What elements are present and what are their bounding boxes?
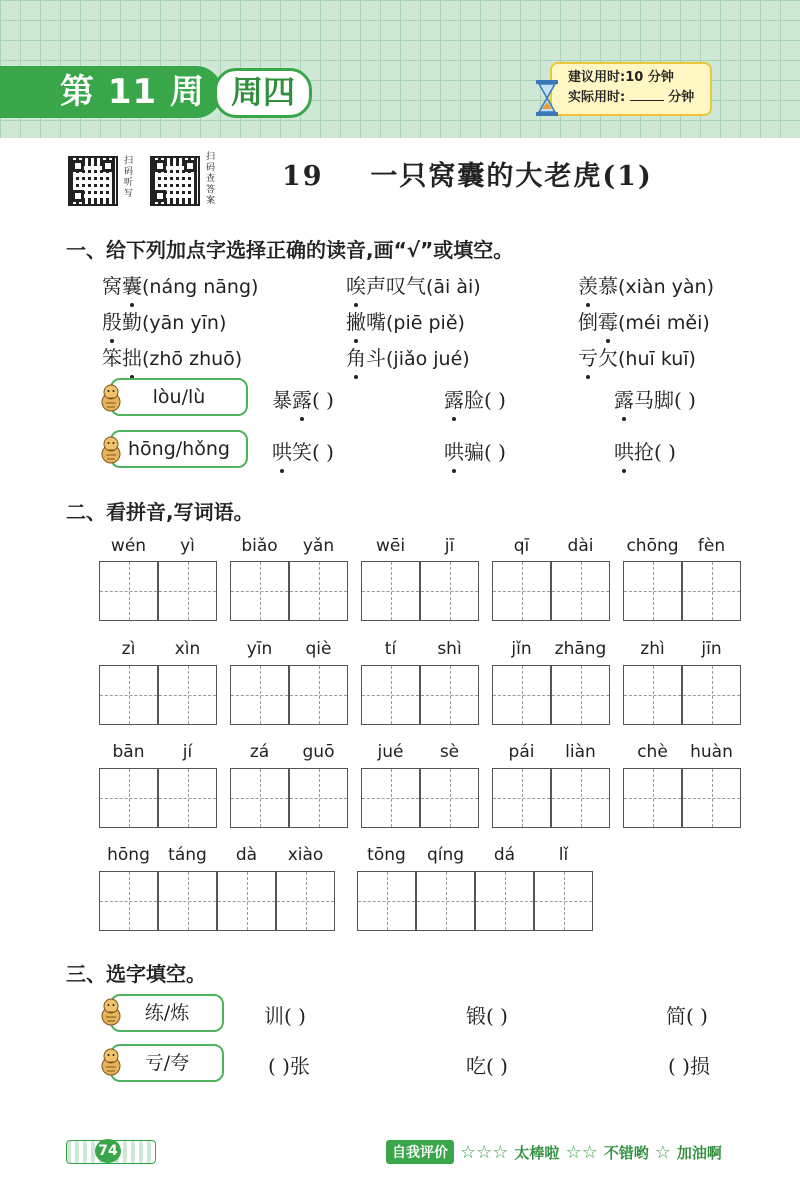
pinyin-options[interactable]: (méi měi) [618,312,710,334]
pinyin-choice-item [346,342,470,371]
writing-grid-cell[interactable] [289,665,348,725]
writing-grid-cell[interactable] [534,871,593,931]
qr-code-answers[interactable] [150,156,200,206]
lesson-number: 19 [282,161,324,192]
fill-word [444,440,506,464]
pinyin-options[interactable]: (náng nāng) [142,276,259,298]
writing-grid-cell[interactable] [217,871,276,931]
pinyin-choice-item [578,306,710,335]
self-eval-label: 自我评价 [386,1140,454,1164]
choice-word [102,346,142,370]
dotted-char: 殷 [102,306,122,335]
word-suffix: 笑( ) [292,440,334,464]
writing-grid-cell[interactable] [682,665,741,725]
pinyin-syllable: wēi [375,536,406,556]
word-suffix: 骗( ) [464,440,506,464]
choice-word [102,310,142,334]
pinyin-syllable: fèn [697,536,726,556]
fill-blank-word[interactable] [272,384,334,413]
word-prefix: 暴 [272,388,292,412]
tiger-mascot-icon [98,996,124,1026]
dotted-char: 角 [346,342,366,371]
time-box [550,62,712,116]
writing-grid-cell[interactable] [682,768,741,828]
pinyin-syllable: zì [121,639,136,659]
pinyin-syllable: pái [508,742,535,762]
pinyin-syllable: tōng [367,845,406,865]
dotted-char: 哄 [614,436,634,465]
word-suffix: 声叹气 [366,274,426,298]
writing-grid-cell[interactable] [99,561,158,621]
writing-grid-cell[interactable] [99,871,158,931]
actual-time-blank[interactable] [630,88,664,101]
fill-character-blank[interactable]: 锻( ) [466,1004,508,1028]
pinyin-syllable: chè [637,742,668,762]
writing-grid-cell[interactable] [276,871,335,931]
star-icon[interactable]: ☆☆ [565,1141,598,1163]
character-choice-tag: 练/炼 [110,994,224,1032]
tiger-mascot-icon [98,382,124,412]
pinyin-syllable: shì [437,639,462,659]
pinyin-syllable: biǎo [241,536,278,556]
page-number-badge [66,1140,156,1164]
choice-word [346,310,386,334]
writing-grid-cell[interactable] [289,561,348,621]
qr-caption-listen: 扫码听写 [124,156,134,199]
writing-grid-cell[interactable] [99,768,158,828]
dotted-char: 哄 [444,436,464,465]
pinyin-choice-item [102,342,242,371]
fill-blank-word[interactable] [444,384,506,413]
dotted-char: 哄 [272,436,292,465]
pinyin-options[interactable]: (zhō zhuō) [142,348,243,370]
section2-heading: 二、看拼音,写词语。 [66,500,254,524]
word-prefix: 倒 [578,310,598,334]
pronunciation-tag: lòu/lù [110,378,248,416]
writing-grid-cell[interactable] [492,768,551,828]
pinyin-choice-item [346,270,481,299]
writing-grid-cell[interactable] [682,561,741,621]
pinyin-syllable: zhāng [554,639,607,659]
pinyin-syllable: qī [513,536,530,556]
pinyin-syllable: jǐn [511,639,532,659]
tiger-mascot-icon [98,1046,124,1076]
pinyin-syllable: liàn [565,742,596,762]
pinyin-syllable: dà [235,845,258,865]
pinyin-syllable: jī [444,536,455,556]
pinyin-choice-item [102,306,226,335]
pinyin-syllable: lǐ [558,845,569,865]
choice-word [578,274,618,298]
pinyin-syllable: zá [249,742,270,762]
writing-grid-cell[interactable] [623,561,682,621]
dotted-char: 羡 [578,270,598,299]
choice-word [102,274,142,298]
writing-grid-cell[interactable] [361,561,420,621]
dotted-char: 露 [614,384,634,413]
pinyin-syllable: bān [112,742,145,762]
pinyin-syllable: jīn [701,639,722,659]
writing-grid-cell[interactable] [420,665,479,725]
pinyin-options[interactable]: (jiǎo jué) [386,348,470,370]
pinyin-syllable: xiào [287,845,324,865]
pinyin-options[interactable]: (yān yīn) [142,312,227,334]
lesson-title [282,154,653,193]
fill-blank-word[interactable] [614,436,676,465]
choice-word [578,346,618,370]
actual-time-unit: 分钟 [668,90,695,105]
self-evaluation [386,1140,722,1164]
page-number: 74 [95,1139,121,1163]
writing-grid-cell[interactable] [623,768,682,828]
fill-word [614,388,696,412]
pinyin-choice-item [578,342,696,371]
pinyin-syllable: sè [439,742,460,762]
word-suffix: 脸( ) [464,388,506,412]
week-label: 第 11 周 [60,72,205,112]
word-prefix: 窝 [102,274,122,298]
pinyin-options[interactable]: (huī kuī) [618,348,696,370]
dotted-char: 撇 [346,306,366,335]
choice-word [346,346,386,370]
pinyin-syllable: dài [567,536,594,556]
word-suffix: 嘴 [366,310,386,334]
choice-word [346,274,426,298]
dotted-char: 唉 [346,270,366,299]
pinyin-syllable: xìn [174,639,201,659]
pinyin-choice-item [578,270,714,299]
pinyin-syllable: yì [180,536,195,556]
pinyin-syllable: huàn [690,742,733,762]
word-suffix: ( ) [312,388,334,412]
writing-grid-cell[interactable] [475,871,534,931]
eval-good: 不错哟 [603,1143,649,1162]
qr-code-listen[interactable] [68,156,118,206]
fill-blank-word[interactable] [272,436,334,465]
section3-heading: 三、选字填空。 [66,962,206,986]
lesson-name: 一只窝囊的大老虎(1) [370,161,653,192]
writing-grid-cell[interactable] [230,561,289,621]
fill-word [444,388,506,412]
eval-keep-going: 加油啊 [676,1143,722,1162]
writing-grid-cell[interactable] [230,665,289,725]
fill-character-blank[interactable]: ( )张 [268,1054,310,1078]
dotted-char: 亏 [578,342,598,371]
pinyin-syllable: táng [168,845,207,865]
pinyin-syllable: tí [384,639,397,659]
pinyin-syllable: yǎn [302,536,335,556]
writing-grid-cell[interactable] [158,665,217,725]
pronunciation-tag: hōng/hǒng [110,430,248,468]
word-suffix: 斗 [366,346,386,370]
star-icon[interactable]: ☆ [654,1141,671,1163]
section1-heading: 一、给下列加点字选择正确的读音,画“√”或填空。 [66,238,514,262]
writing-grid-cell[interactable] [551,665,610,725]
fill-word [272,440,334,464]
pinyin-syllable: chōng [626,536,679,556]
word-prefix: 笨 [102,346,122,370]
actual-time-label: 实际用时: [568,90,626,105]
writing-grid-cell[interactable] [420,768,479,828]
writing-grid-cell[interactable] [158,561,217,621]
pinyin-options[interactable]: (āi ài) [426,276,481,298]
pinyin-syllable: dá [493,845,516,865]
eval-great: 太棒啦 [514,1143,560,1162]
pinyin-choice-item [346,306,465,335]
dotted-char: 囊 [122,270,142,299]
word-suffix: 马脚( ) [634,388,696,412]
writing-grid-cell[interactable] [158,871,217,931]
word-suffix: 慕 [598,274,618,298]
writing-grid-cell[interactable] [416,871,475,931]
word-suffix: 欠 [598,346,618,370]
dotted-char: 露 [444,384,464,413]
pinyin-syllable: jí [182,742,193,762]
writing-grid-cell[interactable] [361,665,420,725]
pinyin-syllable: guō [302,742,335,762]
pinyin-choice-item [102,270,258,299]
dotted-char: 霉 [598,306,618,335]
character-choice-tag: 亏/夸 [110,1044,224,1082]
tiger-mascot-icon [98,434,124,464]
fill-character-blank[interactable]: 简( ) [666,1004,708,1028]
qr-caption-answers: 扫码查答案 [206,152,216,206]
fill-character-blank[interactable]: 训( ) [264,1004,306,1028]
fill-blank-word[interactable] [444,436,506,465]
pinyin-syllable: qiè [305,639,332,659]
writing-grid-cell[interactable] [420,561,479,621]
pinyin-syllable: zhì [640,639,665,659]
writing-grid-cell[interactable] [361,768,420,828]
writing-grid-cell[interactable] [492,561,551,621]
word-suffix: 抢( ) [634,440,676,464]
word-suffix: 勤 [122,310,142,334]
pinyin-syllable: qíng [426,845,465,865]
writing-grid-cell[interactable] [158,768,217,828]
writing-grid-cell[interactable] [551,561,610,621]
star-icon[interactable]: ☆☆☆ [460,1141,509,1163]
writing-grid-cell[interactable] [357,871,416,931]
pinyin-options[interactable]: (piē piě) [386,312,465,334]
choice-word [578,310,618,334]
fill-character-blank[interactable]: ( )损 [668,1054,710,1078]
fill-blank-word[interactable] [614,384,696,413]
dotted-char: 拙 [122,342,142,371]
fill-character-blank[interactable]: 吃( ) [466,1054,508,1078]
day-label: 周四 [230,73,295,111]
writing-grid-cell[interactable] [99,665,158,725]
writing-grid-cell[interactable] [289,768,348,828]
suggested-time: 建议用时:10 分钟 [568,70,674,85]
writing-grid-cell[interactable] [623,665,682,725]
fill-word [272,388,334,412]
writing-grid-cell[interactable] [230,768,289,828]
writing-grid-cell[interactable] [492,665,551,725]
pinyin-syllable: hōng [107,845,150,865]
dotted-char: 露 [292,384,312,413]
pinyin-syllable: yīn [246,639,273,659]
writing-grid-cell[interactable] [551,768,610,828]
actual-time [568,88,710,108]
pinyin-options[interactable]: (xiàn yàn) [618,276,715,298]
fill-word [614,440,676,464]
pinyin-syllable: wén [110,536,147,556]
pinyin-syllable: jué [377,742,404,762]
hourglass-icon [534,78,560,118]
